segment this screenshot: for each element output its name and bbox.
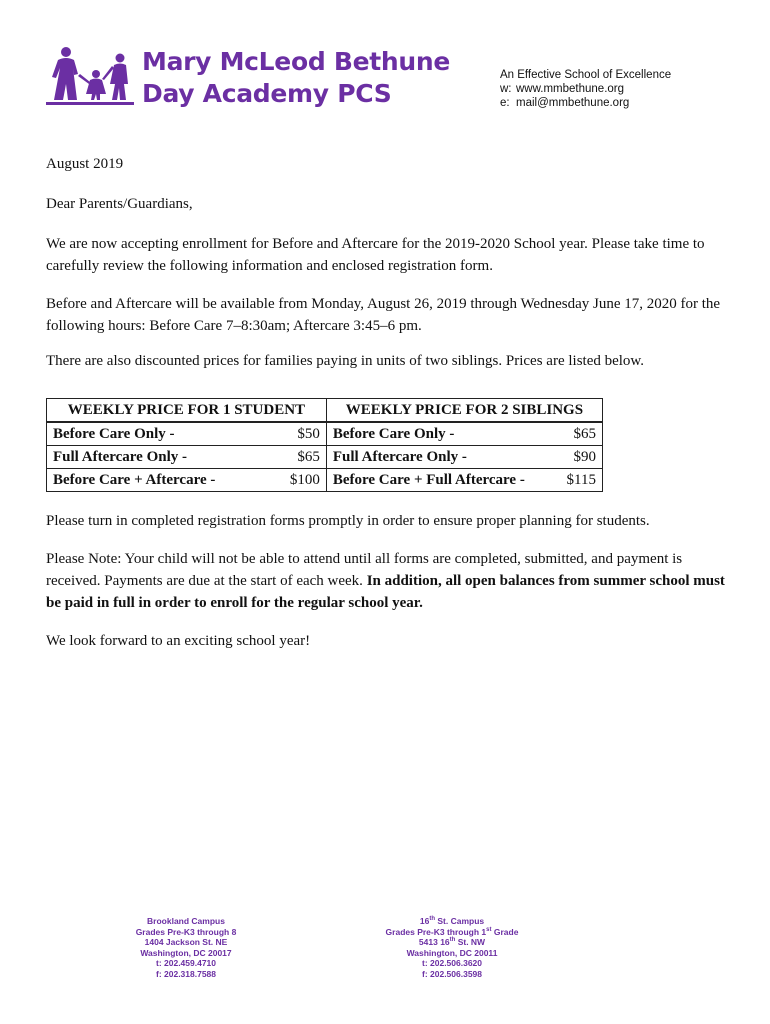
letter-date: August 2019 — [46, 156, 124, 172]
greeting: Dear Parents/Guardians, — [46, 196, 193, 212]
website-line: w: www.mmbethune.org — [500, 83, 625, 95]
table-row — [47, 469, 603, 492]
campus-grades: Grades Pre-K3 through 8 — [135, 926, 237, 937]
price-table — [46, 398, 603, 492]
note-text: Please Note: Your child will not be able to attend until all forms are completed, submitted, and payment is received. Payments are due at the start of each week. — [46, 551, 683, 589]
row-price: $65 — [554, 422, 602, 446]
paragraph-note — [46, 548, 736, 614]
campus-name: 16th St. Campus — [419, 916, 485, 926]
school-name-line2: Day Academy PCS — [142, 79, 392, 108]
letter-closing — [46, 510, 736, 652]
row-price: $50 — [281, 422, 327, 446]
row-price: $90 — [554, 446, 602, 469]
campus-phone: t: 202.459.4710 — [155, 958, 217, 968]
email-link[interactable]: mail@mmbethune.org — [516, 97, 630, 109]
campus-16th-st — [372, 916, 532, 979]
campus-fax: f: 202.506.3598 — [421, 968, 483, 979]
campus-city: Washington, DC 20011 — [406, 947, 498, 958]
table-row — [47, 422, 603, 446]
email-line: e: mail@mmbethune.org — [500, 97, 630, 109]
contact-block — [500, 68, 671, 110]
paragraph-schedule: Before and Aftercare will be available from Monday, August 26, 2019 through Wednesday June 17, 2020 for the following hours: Before Care 7–8:30am; Aftercare 3:45–6 pm. — [46, 296, 721, 334]
campus-address: 1404 Jackson St. NE — [144, 937, 228, 947]
price-table-header — [47, 399, 603, 423]
letter-body — [46, 153, 726, 372]
paragraph-closing: We look forward to an exciting school year! — [46, 633, 311, 649]
website-link[interactable]: www.mmbethune.org — [516, 83, 625, 95]
paragraph-forms: Please turn in completed registration forms promptly in order to ensure proper planning for students. — [46, 513, 650, 529]
campus-city: Washington, DC 20017 — [140, 947, 232, 958]
row-price: $65 — [281, 446, 327, 469]
row-label: Full Aftercare Only - — [326, 446, 554, 469]
row-label: Before Care Only - — [326, 422, 554, 446]
paragraph-discount: There are also discounted prices for families paying in units of two siblings. Prices are listed below. — [46, 353, 645, 369]
note-bold-text: In addition, all open balances from summer school must be paid in full in order to enroll for the regular school year. — [46, 573, 725, 611]
paragraph-enrollment: We are now accepting enrollment for Before and Aftercare for the 2019-2020 School year. Please take time to carefully review the following information and enclosed registration form. — [46, 236, 705, 274]
campus-brookland — [116, 916, 256, 979]
school-name-line1: Mary McLeod Bethune — [142, 47, 451, 76]
family-figures-icon — [44, 44, 136, 108]
campus-phone: t: 202.506.3620 — [421, 958, 483, 968]
row-label: Before Care Only - — [47, 422, 281, 446]
row-price: $100 — [281, 469, 327, 492]
row-label: Before Care + Aftercare - — [47, 469, 281, 492]
campus-address: 5413 16th St. NW — [418, 937, 486, 947]
table-row — [47, 446, 603, 469]
header-two-siblings: WEEKLY PRICE FOR 2 SIBLINGS — [326, 399, 602, 423]
campus-fax: f: 202.318.7588 — [155, 968, 217, 979]
row-price: $115 — [554, 469, 602, 492]
campus-grades: Grades Pre-K3 through 1st Grade — [385, 926, 519, 937]
school-name — [142, 46, 450, 110]
header-one-student: WEEKLY PRICE FOR 1 STUDENT — [47, 399, 327, 423]
row-label: Full Aftercare Only - — [47, 446, 281, 469]
letterhead — [0, 0, 770, 130]
campus-name: Brookland Campus — [147, 916, 225, 926]
tagline: An Effective School of Excellence — [500, 69, 672, 81]
row-label: Before Care + Full Aftercare - — [326, 469, 554, 492]
